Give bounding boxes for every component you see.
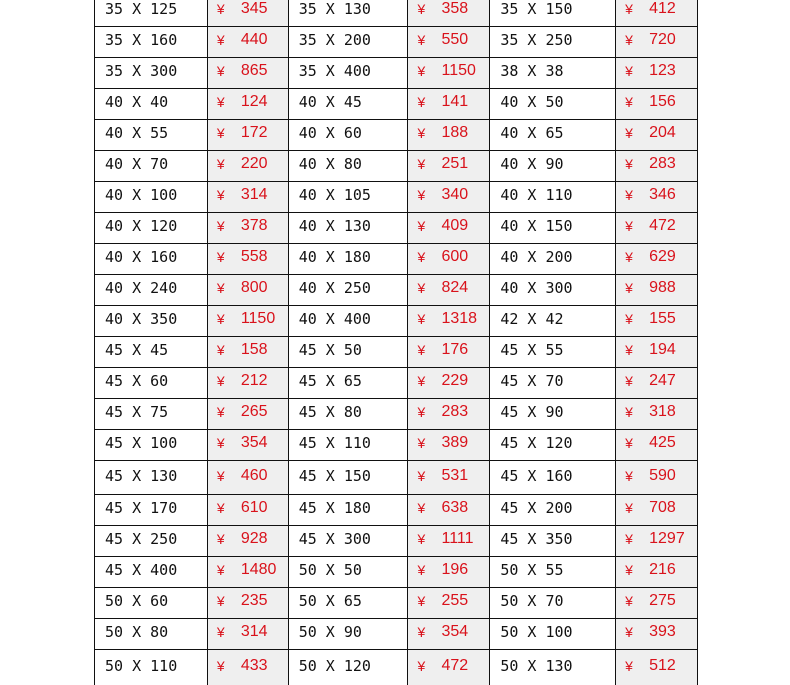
price-cell [616,399,697,429]
currency-symbol: ¥ [417,467,426,484]
price-value: 409 [441,217,469,234]
price-cell [616,120,697,150]
currency-symbol: ¥ [216,187,225,203]
currency-symbol: ¥ [417,562,426,578]
price-cell [408,619,490,649]
price-value: 283 [649,155,676,172]
currency-symbol: ¥ [625,373,633,389]
price-cell [208,213,289,243]
price-value: 340 [441,186,469,203]
size-cell: 50 X 65 [289,588,409,618]
table-row [95,306,697,337]
currency-symbol: ¥ [216,280,225,296]
price-cell [616,368,697,398]
size-cell: 40 X 70 [95,151,208,181]
price-value: 800 [240,279,268,296]
price-cell [408,27,490,57]
size-cell: 50 X 110 [95,650,208,685]
size-cell: 40 X 100 [95,182,208,212]
price-value: 155 [649,310,676,327]
price-cell [616,650,697,685]
size-cell: 50 X 60 [95,588,208,618]
price-cell [408,182,490,212]
price-value: 220 [240,155,268,172]
currency-symbol: ¥ [625,624,633,640]
currency-symbol: ¥ [417,125,426,141]
size-cell: 40 X 150 [490,213,616,243]
currency-symbol: ¥ [216,311,225,327]
table-row [95,244,697,275]
table-row [95,461,697,495]
price-value: 531 [441,466,469,484]
currency-symbol: ¥ [625,500,633,516]
currency-symbol: ¥ [216,435,225,451]
table-row [95,182,697,213]
price-cell [408,557,490,587]
price-value: 1111 [441,530,474,547]
size-cell: 45 X 110 [289,430,409,460]
price-cell [408,120,490,150]
price-cell [408,650,490,685]
currency-symbol: ¥ [216,593,225,609]
table-row [95,430,697,461]
price-value: 358 [441,0,469,17]
price-cell [616,0,697,26]
currency-symbol: ¥ [417,404,426,420]
currency-symbol: ¥ [216,156,225,172]
currency-symbol: ¥ [216,125,225,141]
price-cell [208,461,289,494]
price-cell [408,306,490,336]
size-cell: 45 X 200 [490,495,616,525]
price-value: 172 [240,124,268,141]
table-row [95,619,697,650]
price-value: 865 [240,62,268,79]
currency-symbol: ¥ [417,500,426,516]
size-cell: 40 X 180 [289,244,409,274]
currency-symbol: ¥ [216,94,225,110]
size-cell: 45 X 80 [289,399,409,429]
price-cell [408,337,490,367]
price-value: 212 [240,372,268,389]
currency-symbol: ¥ [625,311,633,327]
price-value: 550 [441,31,469,48]
price-value: 433 [240,656,268,674]
currency-symbol: ¥ [417,187,426,203]
price-value: 255 [441,592,469,609]
price-value: 265 [240,403,268,420]
size-cell: 35 X 130 [289,0,409,26]
currency-symbol: ¥ [417,1,426,17]
size-cell: 45 X 100 [95,430,208,460]
price-value: 472 [649,217,676,234]
price-value: 590 [649,466,676,484]
size-cell: 35 X 200 [289,27,409,57]
price-cell [616,619,697,649]
currency-symbol: ¥ [417,342,426,358]
price-value: 124 [240,93,268,110]
size-cell: 50 X 100 [490,619,616,649]
size-cell: 45 X 350 [490,526,616,556]
currency-symbol: ¥ [625,32,633,48]
price-cell [616,430,697,460]
price-cell [208,89,289,119]
table-row [95,0,697,27]
price-cell [208,306,289,336]
price-cell [616,495,697,525]
price-cell [408,0,490,26]
table-row [95,557,697,588]
price-cell [208,120,289,150]
currency-symbol: ¥ [625,593,633,609]
size-cell: 45 X 65 [289,368,409,398]
price-cell [208,151,289,181]
price-value: 156 [649,93,676,110]
price-cell [208,337,289,367]
price-cell [208,430,289,460]
price-cell [408,399,490,429]
currency-symbol: ¥ [216,1,225,17]
currency-symbol: ¥ [417,156,426,172]
price-value: 196 [441,561,469,578]
price-value: 708 [649,499,676,516]
currency-symbol: ¥ [417,657,426,674]
price-cell [208,526,289,556]
price-value: 512 [649,656,676,674]
price-value: 720 [649,31,676,48]
currency-symbol: ¥ [417,32,426,48]
currency-symbol: ¥ [417,373,426,389]
currency-symbol: ¥ [625,94,633,110]
currency-symbol: ¥ [625,435,633,451]
price-cell [616,182,697,212]
price-cell [208,275,289,305]
currency-symbol: ¥ [417,624,426,640]
price-cell [616,588,697,618]
price-value: 247 [649,372,676,389]
size-cell: 50 X 120 [289,650,409,685]
currency-symbol: ¥ [625,531,633,547]
currency-symbol: ¥ [417,435,426,451]
size-cell: 40 X 80 [289,151,409,181]
price-cell [616,58,697,88]
price-cell [208,650,289,685]
price-value: 393 [649,623,676,640]
currency-symbol: ¥ [625,342,633,358]
size-cell: 35 X 150 [490,0,616,26]
table-row [95,650,697,685]
price-cell [408,368,490,398]
price-value: 345 [240,0,268,17]
price-cell [616,337,697,367]
price-value: 638 [441,499,469,516]
price-value: 629 [649,248,676,265]
currency-symbol: ¥ [216,500,225,516]
currency-symbol: ¥ [417,218,426,234]
price-cell [408,526,490,556]
price-value: 354 [240,434,268,451]
price-cell [616,557,697,587]
price-cell [408,430,490,460]
table-row [95,151,697,182]
price-cell [208,399,289,429]
currency-symbol: ¥ [216,657,225,674]
price-value: 194 [649,341,676,358]
currency-symbol: ¥ [216,63,225,79]
price-cell [208,27,289,57]
price-value: 1297 [649,530,685,547]
size-cell: 40 X 130 [289,213,409,243]
currency-symbol: ¥ [216,562,225,578]
currency-symbol: ¥ [625,187,633,203]
price-cell [408,89,490,119]
size-cell: 40 X 60 [289,120,409,150]
size-cell: 45 X 400 [95,557,208,587]
currency-symbol: ¥ [417,311,426,327]
currency-symbol: ¥ [417,280,426,296]
table-row [95,120,697,151]
price-value: 824 [441,279,469,296]
price-cell [208,244,289,274]
price-value: 610 [240,499,268,516]
table-row [95,27,697,58]
price-value: 558 [240,248,268,265]
size-cell: 45 X 75 [95,399,208,429]
currency-symbol: ¥ [216,467,225,484]
price-value: 346 [649,186,676,203]
price-cell [616,213,697,243]
price-cell [408,275,490,305]
price-cell [616,306,697,336]
size-cell: 45 X 300 [289,526,409,556]
price-value: 1480 [240,561,277,578]
price-value: 158 [240,341,268,358]
size-cell: 50 X 80 [95,619,208,649]
price-value: 141 [441,93,469,110]
price-cell [616,275,697,305]
table-row [95,368,697,399]
price-cell [408,244,490,274]
price-cell [408,495,490,525]
table-row [95,495,697,526]
price-cell [616,526,697,556]
size-cell: 50 X 50 [289,557,409,587]
currency-symbol: ¥ [417,531,426,547]
currency-symbol: ¥ [625,1,633,17]
size-cell: 45 X 130 [95,461,208,494]
size-cell: 40 X 120 [95,213,208,243]
price-value: 412 [649,0,676,17]
price-cell [208,588,289,618]
table-row [95,337,697,368]
size-cell: 35 X 125 [95,0,208,26]
size-cell: 38 X 38 [490,58,616,88]
price-value: 472 [441,656,469,674]
size-cell: 45 X 60 [95,368,208,398]
price-value: 378 [240,217,268,234]
size-cell: 45 X 50 [289,337,409,367]
price-cell [208,0,289,26]
currency-symbol: ¥ [625,467,633,484]
currency-symbol: ¥ [417,94,426,110]
price-cell [616,89,697,119]
size-cell: 40 X 65 [490,120,616,150]
table-row [95,89,697,120]
price-value: 251 [441,155,469,172]
size-cell: 45 X 45 [95,337,208,367]
price-value: 229 [441,372,469,389]
size-cell: 45 X 160 [490,461,616,494]
price-value: 314 [240,186,268,203]
currency-symbol: ¥ [625,125,633,141]
currency-symbol: ¥ [417,63,426,79]
size-cell: 35 X 160 [95,27,208,57]
price-value: 440 [240,31,268,48]
currency-symbol: ¥ [216,32,225,48]
size-cell: 50 X 90 [289,619,409,649]
size-cell: 45 X 90 [490,399,616,429]
currency-symbol: ¥ [216,249,225,265]
size-cell: 45 X 180 [289,495,409,525]
price-cell [208,557,289,587]
price-value: 235 [240,592,268,609]
size-cell: 40 X 160 [95,244,208,274]
currency-symbol: ¥ [216,342,225,358]
currency-symbol: ¥ [625,156,633,172]
price-cell [616,461,697,494]
currency-symbol: ¥ [625,657,633,674]
table-row [95,213,697,244]
currency-symbol: ¥ [417,593,426,609]
price-value: 176 [441,341,469,358]
price-value: 460 [240,466,268,484]
size-cell: 40 X 400 [289,306,409,336]
size-cell: 45 X 55 [490,337,616,367]
size-cell: 40 X 200 [490,244,616,274]
price-cell [408,461,490,494]
size-cell: 40 X 250 [289,275,409,305]
price-cell [408,588,490,618]
price-value: 204 [649,124,676,141]
size-cell: 50 X 130 [490,650,616,685]
price-cell [208,495,289,525]
price-value: 283 [441,403,469,420]
size-cell: 40 X 300 [490,275,616,305]
size-cell: 40 X 40 [95,89,208,119]
size-cell: 40 X 45 [289,89,409,119]
price-value: 425 [649,434,676,451]
currency-symbol: ¥ [417,249,426,265]
price-value: 1318 [441,310,478,327]
price-cell [208,619,289,649]
size-cell: 40 X 350 [95,306,208,336]
size-cell: 50 X 55 [490,557,616,587]
price-value: 123 [649,62,676,79]
size-cell: 40 X 50 [490,89,616,119]
price-table [94,0,698,685]
price-cell [408,58,490,88]
price-value: 928 [240,530,268,547]
size-cell: 35 X 400 [289,58,409,88]
price-cell [208,58,289,88]
price-cell [616,27,697,57]
table-row [95,588,697,619]
size-cell: 40 X 55 [95,120,208,150]
price-cell [208,182,289,212]
currency-symbol: ¥ [625,280,633,296]
size-cell: 40 X 105 [289,182,409,212]
price-cell [616,151,697,181]
price-cell [408,213,490,243]
size-cell: 45 X 70 [490,368,616,398]
currency-symbol: ¥ [216,373,225,389]
price-value: 1150 [441,62,476,79]
currency-symbol: ¥ [216,531,225,547]
price-value: 216 [649,561,676,578]
table-row [95,275,697,306]
size-cell: 40 X 240 [95,275,208,305]
size-cell: 40 X 110 [490,182,616,212]
price-value: 988 [649,279,676,296]
price-value: 314 [240,623,268,640]
currency-symbol: ¥ [216,624,225,640]
size-cell: 45 X 170 [95,495,208,525]
currency-symbol: ¥ [216,404,225,420]
price-value: 600 [441,248,469,265]
size-cell: 45 X 120 [490,430,616,460]
currency-symbol: ¥ [625,249,633,265]
currency-symbol: ¥ [625,562,633,578]
table-row [95,399,697,430]
currency-symbol: ¥ [625,404,633,420]
size-cell: 45 X 250 [95,526,208,556]
size-cell: 45 X 150 [289,461,409,494]
size-cell: 35 X 300 [95,58,208,88]
size-cell: 42 X 42 [490,306,616,336]
price-cell [408,151,490,181]
table-row [95,58,697,89]
price-value: 318 [649,403,676,420]
currency-symbol: ¥ [216,218,225,234]
price-value: 188 [441,124,469,141]
price-cell [208,368,289,398]
size-cell: 40 X 90 [490,151,616,181]
price-value: 275 [649,592,676,609]
price-value: 389 [441,434,469,451]
table-row [95,526,697,557]
size-cell: 50 X 70 [490,588,616,618]
currency-symbol: ¥ [625,63,633,79]
price-value: 354 [441,623,469,640]
price-value: 1150 [240,310,276,327]
price-cell [616,244,697,274]
currency-symbol: ¥ [625,218,633,234]
size-cell: 35 X 250 [490,27,616,57]
